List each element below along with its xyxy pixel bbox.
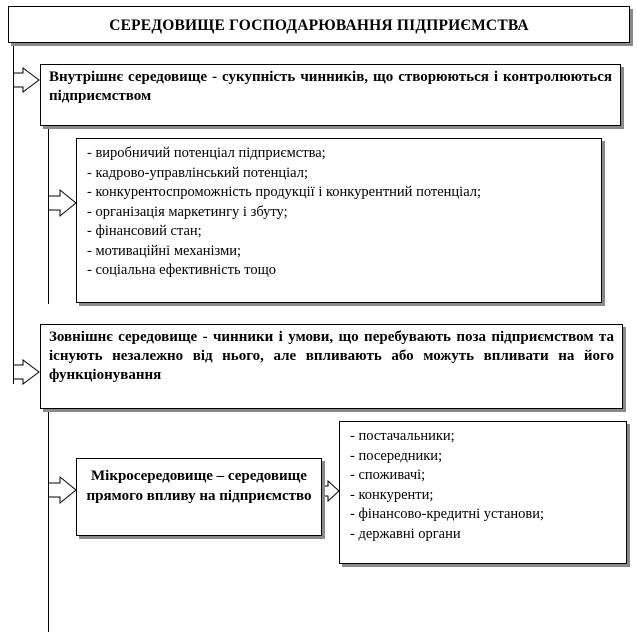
- list-item: - організація маркетингу і збуту;: [87, 203, 288, 220]
- list-item: - виробничий потенціал підприємства;: [87, 145, 326, 161]
- list-item: - постачальники;: [350, 428, 455, 444]
- list-item: - державні органи: [350, 525, 461, 542]
- internal-environment-term: Внутрішнє середовище: [49, 69, 208, 85]
- micro-environment-box: Мікросередовище – середовище прямого впливу на підприємство: [76, 458, 322, 536]
- list-item: - конкуренти;: [350, 486, 434, 503]
- external-environment-term: Зовнішнє середовище: [49, 329, 198, 345]
- list-item: - фінансово-кредитні установи;: [350, 506, 545, 522]
- arrow-to-internal-list-icon: [48, 190, 78, 220]
- list-item: - конкурентоспроможність продукції і конкурентний потенціал;: [87, 184, 482, 200]
- external-environment-definition: - чинники і умови, що перебувають поза підприємством та існують незалежно від нього, але впливають або можуть впливати на його функціонування: [49, 329, 614, 383]
- internal-factors-list: [76, 138, 602, 303]
- list-item: - кадрово-управлінський потенціал;: [87, 164, 308, 181]
- arrow-to-internal-icon: [13, 68, 41, 96]
- external-vertical-connector: [48, 409, 49, 632]
- list-item: - споживачі;: [350, 467, 426, 483]
- external-environment-box: [40, 324, 623, 409]
- internal-environment-box: [40, 64, 621, 126]
- list-item: - мотиваційні механізми;: [87, 242, 242, 259]
- list-item: - посередники;: [350, 447, 443, 464]
- list-item: - соціальна ефективність тощо: [87, 262, 277, 278]
- arrow-to-external-icon: [13, 360, 41, 388]
- arrow-to-micro-icon: [48, 477, 78, 507]
- diagram-title: СЕРЕДОВИЩЕ ГОСПОДАРЮВАННЯ ПІДПРИЄМСТВА: [8, 6, 630, 43]
- internal-environment-definition: - сукупність чинників, що створюються і контролюються підприємством: [49, 69, 613, 104]
- list-item: - фінансовий стан;: [87, 223, 202, 239]
- micro-factors-list: [339, 421, 627, 564]
